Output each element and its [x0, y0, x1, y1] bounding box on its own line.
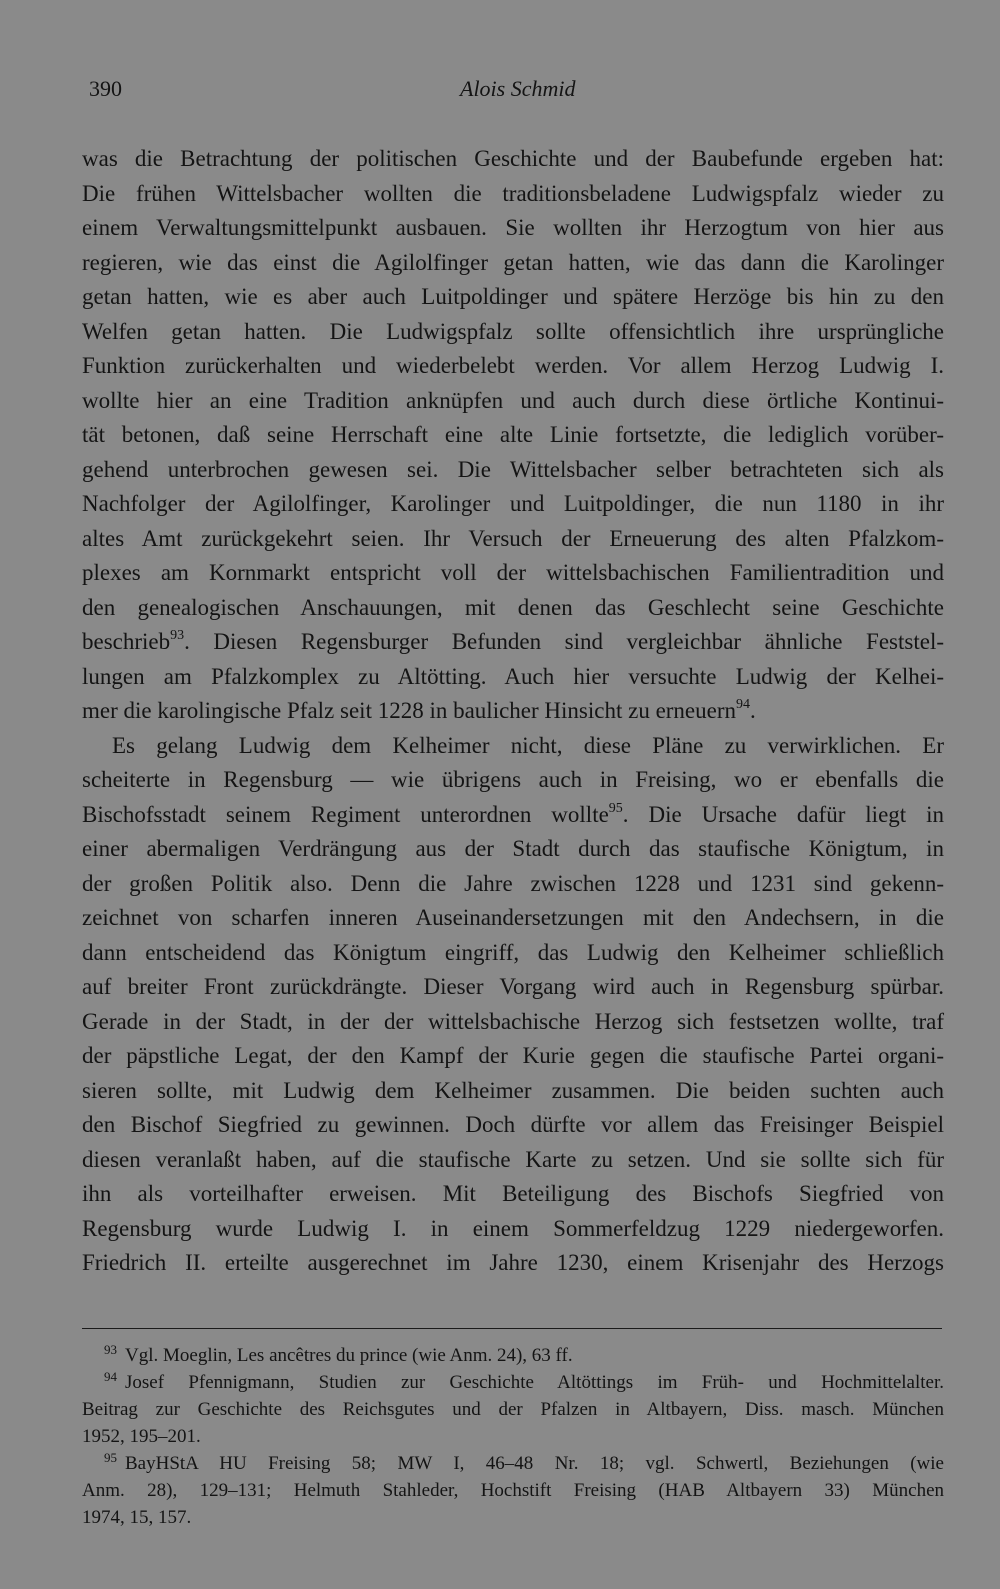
footnote-ref-93: 93 — [170, 628, 185, 643]
text-line: ihn als vorteilhafter erweisen. Mit Beteiligung des Bischofs Siegfried von — [82, 1181, 944, 1206]
text-line: plexes am Kornmarkt entspricht voll der wittelsbachischen Familientradition und — [82, 560, 944, 585]
text-line: Die frühen Wittelsbacher wollten die traditionsbeladene Ludwigspfalz wieder zu — [82, 180, 944, 206]
text-line — [82, 625, 944, 660]
text-line: Gerade in der Stadt, in der der wittelsbachische Herzog sich festsetzen wollte, traf — [82, 1008, 944, 1034]
text-line: scheiterte in Regensburg — wie übrigens auch in Freising, wo er ebenfalls die — [82, 767, 944, 792]
text-line: den Bischof Siegfried zu gewinnen. Doch dürfte vor allem das Freisinger Beispiel — [82, 1112, 944, 1137]
text-line: einer abermaligen Verdrängung aus der Stadt durch das staufische Königtum, in — [82, 836, 944, 861]
text-line: den genealogischen Anschauungen, mit denen das Geschlecht seine Geschichte — [82, 594, 944, 620]
text-line: regieren, wie das einst die Agilolfinger getan hatten, wie das dann die Karolinger — [82, 249, 944, 275]
text-run: beschrieb — [82, 629, 171, 654]
footnote-text: Josef Pfennigmann, Studien zur Geschichte Altöttings im Früh- und Hochmittelalter. — [125, 1372, 944, 1393]
text-line: auf breiter Front zurückdrängte. Dieser Vorgang wird auch in Regensburg spürbar. — [82, 974, 944, 999]
footnote-94 — [82, 1369, 944, 1396]
text-run: . — [750, 698, 756, 723]
footnote-text: 1952, 195–201. — [82, 1426, 201, 1447]
text-line: wollte hier an eine Tradition anknüpfen und auch durch diese örtliche Kontinui- — [82, 387, 944, 413]
text-line — [82, 798, 944, 833]
text-line: Regensburg wurde Ludwig I. in einem Sommerfeldzug 1229 niedergeworfen. — [82, 1215, 944, 1241]
footnote-text: Beitrag zur Geschichte des Reichsgutes und der Pfalzen in Altbayern, Diss. masch. München — [82, 1399, 944, 1420]
text-line: gehend unterbrochen gewesen sei. Die Wittelsbacher selber betrachteten sich als — [82, 456, 944, 482]
text-line: zeichnet von scharfen inneren Auseinandersetzungen mit den Andechsern, in die — [82, 905, 944, 930]
footnote-divider — [82, 1328, 942, 1329]
footnote-ref-95: 95 — [608, 800, 623, 816]
footnote-text: 1974, 15, 157. — [82, 1507, 192, 1528]
footnotes — [82, 1342, 944, 1531]
text-line: der päpstliche Legat, der den Kampf der Kurie gegen die staufische Partei organi- — [82, 1043, 944, 1068]
text-line: dann entscheidend das Königtum eingriff, das Ludwig den Kelheimer schließlich — [82, 939, 944, 965]
text-line — [82, 694, 944, 729]
footnote-ref-94: 94 — [736, 697, 751, 712]
text-run: . Die Ursache dafür liegt in — [622, 801, 944, 827]
text-line: Es gelang Ludwig dem Kelheimer nicht, diese Pläne zu verwirklichen. Er — [112, 732, 944, 758]
running-head: Alois Schmid — [460, 76, 576, 101]
footnote-text: Anm. 28), 129–131; Helmuth Stahleder, Hochstift Freising (HAB Altbayern 33) München — [82, 1480, 944, 1501]
footnote-text: BayHStA HU Freising 58; MW I, 46–48 Nr. 18; vgl. Schwertl, Beziehungen (wie — [125, 1453, 944, 1474]
text-line: diesen veranlaßt haben, auf die staufische Karte zu setzen. Und sie sollte sich für — [82, 1146, 944, 1172]
footnote-number: 93 — [104, 1342, 117, 1357]
text-line: lungen am Pfalzkomplex zu Altötting. Auch hier versuchte Ludwig der Kelhei- — [82, 663, 944, 689]
text-line: getan hatten, wie es aber auch Luitpoldinger und spätere Herzöge bis hin zu den — [82, 284, 944, 309]
text-line: altes Amt zurückgekehrt seien. Ihr Versuch der Erneuerung des alten Pfalzkom- — [82, 525, 944, 551]
text-line: Funktion zurückerhalten und wiederbelebt werden. Vor allem Herzog Ludwig I. — [82, 353, 944, 378]
main-text — [82, 142, 944, 1281]
text-run: . Diesen Regensburger Befunden sind vergleichbar ähnliche Feststel- — [184, 629, 944, 654]
text-line: der großen Politik also. Denn die Jahre zwischen 1228 und 1231 sind gekenn- — [82, 870, 944, 896]
text-run: Bischofsstadt seinem Regiment unterordnen wollte — [82, 801, 609, 827]
text-line: einem Verwaltungsmittelpunkt ausbauen. Sie wollten ihr Herzogtum von hier aus — [82, 215, 944, 240]
text-line: Nachfolger der Agilolfinger, Karolinger und Luitpoldinger, die nun 1180 in ihr — [82, 491, 944, 516]
footnote-93 — [82, 1342, 944, 1369]
text-line: Welfen getan hatten. Die Ludwigspfalz sollte offensichtlich ihre ursprüngliche — [82, 318, 944, 344]
text-line: Friedrich II. erteilte ausgerechnet im Jahre 1230, einem Krisenjahr des Herzogs — [82, 1250, 944, 1275]
footnote-number: 95 — [104, 1450, 117, 1465]
page-number: 390 — [89, 76, 122, 101]
text-run: mer die karolingische Pfalz seit 1228 in baulicher Hinsicht zu erneuern — [82, 698, 737, 723]
footnote-text: Vgl. Moeglin, Les ancêtres du prince (wie Anm. 24), 63 ff. — [125, 1345, 573, 1366]
footnote-95 — [82, 1450, 944, 1477]
text-line: was die Betrachtung der politischen Geschichte und der Baubefunde ergeben hat: — [82, 146, 944, 171]
text-line: tät betonen, daß seine Herrschaft eine alte Linie fortsetzte, die lediglich vorüber- — [82, 422, 944, 447]
footnote-number: 94 — [104, 1369, 117, 1384]
text-line: sieren sollte, mit Ludwig dem Kelheimer zusammen. Die beiden suchten auch — [82, 1077, 944, 1103]
